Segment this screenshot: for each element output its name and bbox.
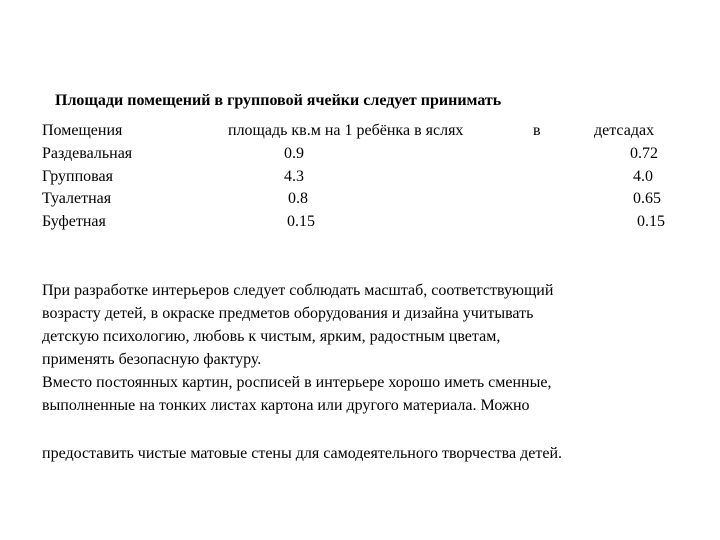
header-room: Помещения <box>42 122 123 139</box>
paragraph-line: применять безопасную фактуру. <box>42 351 262 368</box>
nursery-value: 0.8 <box>288 190 308 207</box>
table-row <box>0 190 720 212</box>
paragraph-line: детскую психологию, любовь к чистым, ярким, радостным цветам, <box>42 328 501 345</box>
paragraph-line: возрасту детей, в окраске предметов оборудования и дизайна учитывать <box>42 305 534 322</box>
kindergarten-value: 0.72 <box>630 145 658 162</box>
room-name: Туалетная <box>42 190 112 207</box>
room-name: Раздевальная <box>42 145 133 162</box>
table-row <box>0 145 720 167</box>
paragraph-line: выполненные на тонких листах картона или другого материала. Можно <box>42 397 530 414</box>
kindergarten-value: 0.15 <box>637 213 665 230</box>
kindergarten-value: 0.65 <box>633 190 661 207</box>
paragraph-line: Вместо постоянных картин, росписей в интерьере хорошо иметь сменные, <box>42 374 552 391</box>
header-kindergarten: детсадах <box>594 122 655 139</box>
body-paragraph <box>42 279 692 417</box>
paragraph-line: При разработке интерьеров следует соблюдать масштаб, соответствующий <box>42 282 554 299</box>
nursery-value: 4.3 <box>284 168 304 185</box>
header-area: площадь кв.м на 1 ребёнка в яслях <box>228 122 464 139</box>
paragraph-line: предоставить чистые матовые стены для самодеятельного творчества детей. <box>42 445 563 462</box>
table-row <box>0 213 720 235</box>
header-conj: в <box>533 122 541 139</box>
nursery-value: 0.15 <box>287 213 315 230</box>
room-name: Групповая <box>42 168 113 185</box>
section-heading: Площади помещений в групповой ячейки следует принимать <box>55 92 502 109</box>
table-row <box>0 168 720 190</box>
closing-line <box>42 442 692 465</box>
nursery-value: 0.9 <box>284 145 304 162</box>
table-header-row <box>0 122 720 144</box>
kindergarten-value: 4.0 <box>633 168 653 185</box>
room-name: Буфетная <box>42 213 106 230</box>
